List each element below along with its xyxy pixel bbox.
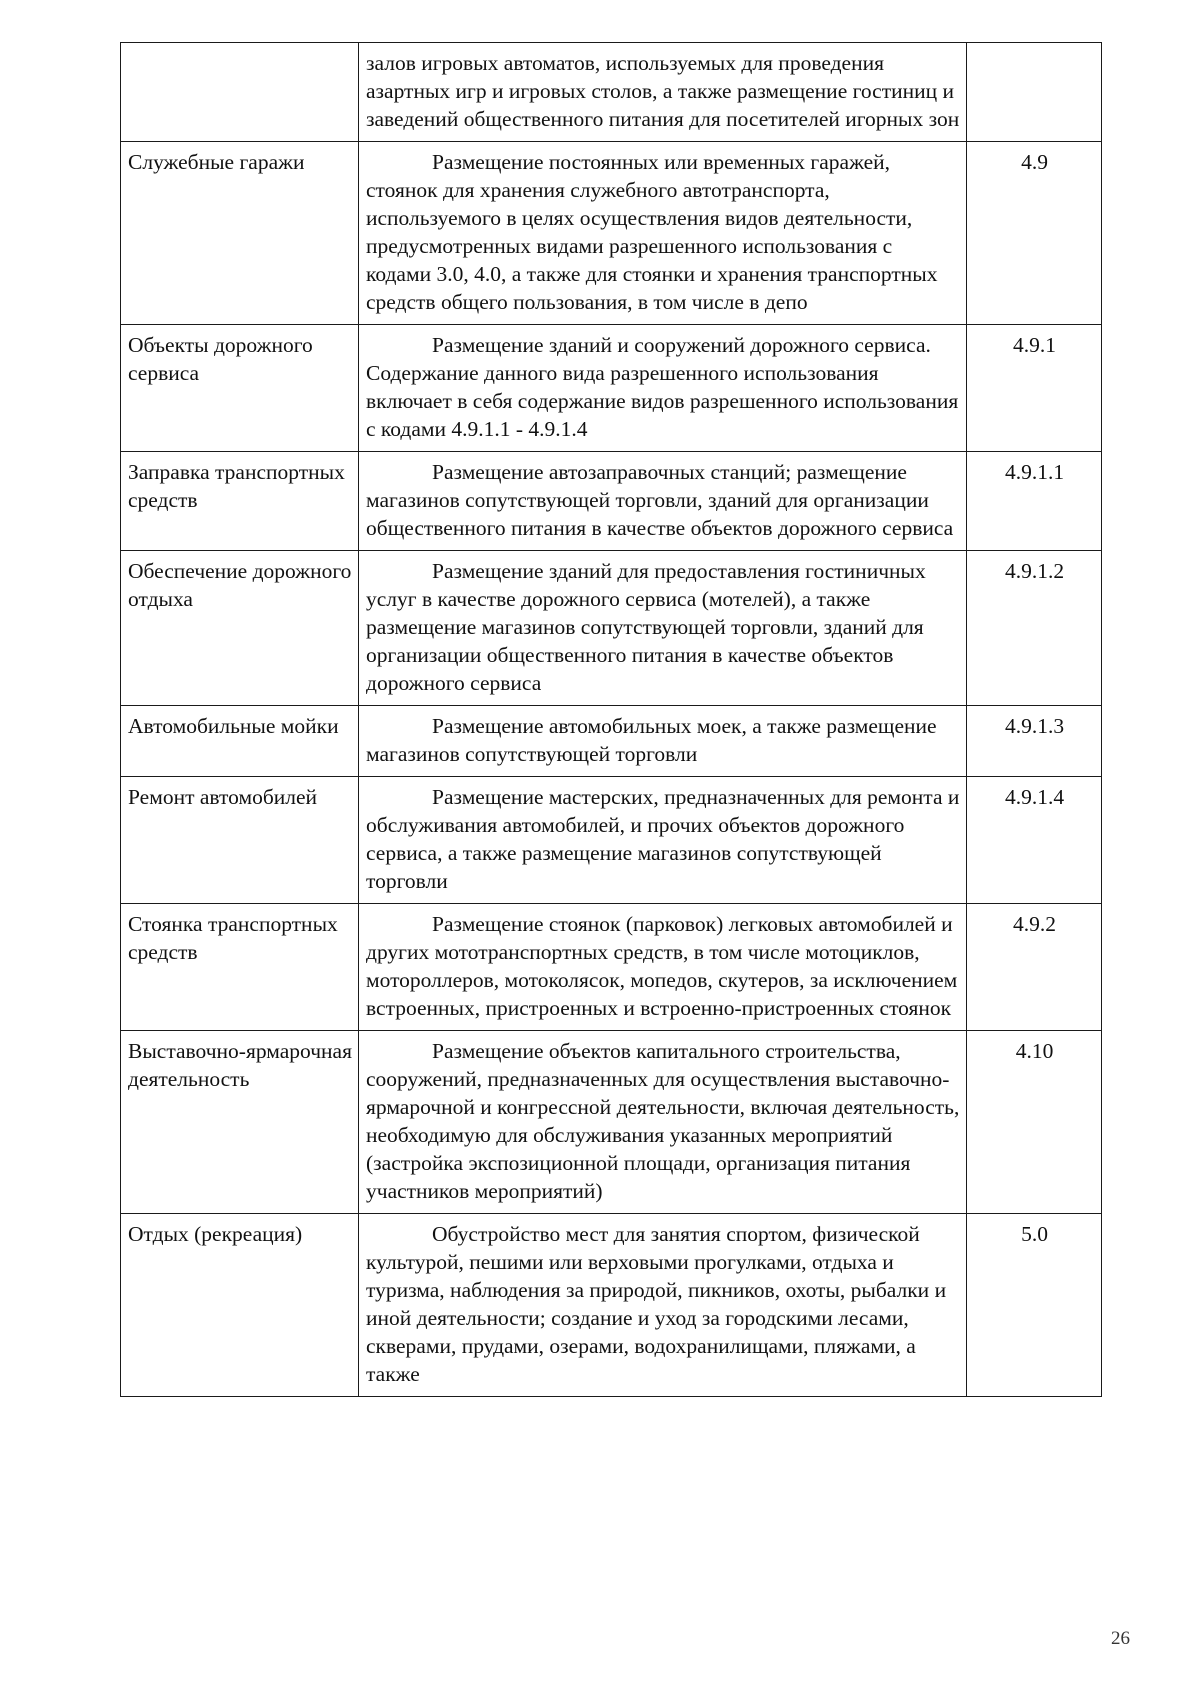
table-row — [121, 452, 1102, 551]
land-use-code-cell: 4.9.1 — [967, 325, 1102, 452]
land-use-description-text: Размещение объектов капитального строительства, сооружений, предназначенных для осуществления выставочно-ярмарочной и конгрессной деятельности, включая деятельность, необходимую для обслуживания указанных мероприятий (застройка экспозиционной площади, организация питания участников мероприятий) — [366, 1039, 960, 1203]
land-use-description-cell — [359, 904, 967, 1031]
table-body — [121, 43, 1102, 1397]
land-use-description-text: залов игровых автоматов, используемых для проведения азартных игр и игровых столов, а также размещение гостиниц и заведений общественного питания для посетителей игорных зон — [366, 51, 960, 131]
land-use-description-cell — [359, 43, 967, 142]
land-use-description-text: Размещение постоянных или временных гаражей, стоянок для хранения служебного автотранспорта, используемого в целях осуществления видов деятельности, предусмотренных видами разрешенного использования с кодами 3.0, 4.0, а также для стоянки и хранения транспортных средств общего пользования, в том числе в депо — [366, 150, 938, 314]
table-row — [121, 325, 1102, 452]
land-use-name-cell: Объекты дорожного сервиса — [121, 325, 359, 452]
land-use-name-cell: Отдых (рекреация) — [121, 1214, 359, 1397]
land-use-name-cell: Обеспечение дорожного отдыха — [121, 551, 359, 706]
table-row — [121, 551, 1102, 706]
land-use-code-cell: 4.10 — [967, 1031, 1102, 1214]
table-row — [121, 706, 1102, 777]
table-row — [121, 904, 1102, 1031]
land-use-code-cell: 5.0 — [967, 1214, 1102, 1397]
land-use-code-cell — [967, 43, 1102, 142]
table-row — [121, 43, 1102, 142]
land-use-name-cell: Стоянка транспортных средств — [121, 904, 359, 1031]
land-use-description-cell — [359, 1031, 967, 1214]
land-use-description-text: Размещение зданий для предоставления гостиничных услуг в качестве дорожного сервиса (мотелей), а также размещение магазинов сопутствующей торговли, зданий для организации общественного питания в качестве объектов дорожного сервиса — [366, 559, 926, 695]
land-use-name-cell: Выставочно-ярмарочная деятельность — [121, 1031, 359, 1214]
land-use-description-text: Размещение автозаправочных станций; размещение магазинов сопутствующей торговли, зданий для организации общественного питания в качестве объектов дорожного сервиса — [366, 460, 954, 540]
page-number: 26 — [1111, 1628, 1130, 1649]
land-use-code-cell: 4.9.1.4 — [967, 777, 1102, 904]
land-use-table — [120, 42, 1102, 1397]
land-use-name-cell: Служебные гаражи — [121, 142, 359, 325]
land-use-name-cell — [121, 43, 359, 142]
land-use-code-cell: 4.9.2 — [967, 904, 1102, 1031]
table-row — [121, 142, 1102, 325]
land-use-description-cell — [359, 551, 967, 706]
land-use-description-text: Размещение автомобильных моек, а также размещение магазинов сопутствующей торговли — [366, 714, 937, 766]
land-use-description-cell — [359, 706, 967, 777]
table-row — [121, 1031, 1102, 1214]
land-use-description-cell — [359, 142, 967, 325]
table-row — [121, 777, 1102, 904]
land-use-code-cell: 4.9.1.1 — [967, 452, 1102, 551]
land-use-description-cell — [359, 452, 967, 551]
land-use-description-cell — [359, 1214, 967, 1397]
land-use-code-cell: 4.9.1.2 — [967, 551, 1102, 706]
land-use-name-cell: Ремонт автомобилей — [121, 777, 359, 904]
land-use-description-text: Размещение зданий и сооружений дорожного сервиса. Содержание данного вида разрешенного использования включает в себя содержание видов разрешенного использования с кодами 4.9.1.1 - 4.9.1.4 — [366, 333, 959, 441]
land-use-description-cell — [359, 325, 967, 452]
land-use-description-text: Размещение стоянок (парковок) легковых автомобилей и других мототранспортных средств, в том числе мотоциклов, мотороллеров, мотоколясок, мопедов, скутеров, за исключением встроенных, пристроенных и встроенно-пристроенных стоянок — [366, 912, 958, 1020]
land-use-name-cell: Автомобильные мойки — [121, 706, 359, 777]
table-row — [121, 1214, 1102, 1397]
land-use-description-cell — [359, 777, 967, 904]
land-use-code-cell: 4.9.1.3 — [967, 706, 1102, 777]
land-use-description-text: Размещение мастерских, предназначенных для ремонта и обслуживания автомобилей, и прочих объектов дорожного сервиса, а также размещение магазинов сопутствующей торговли — [366, 785, 960, 893]
land-use-code-cell: 4.9 — [967, 142, 1102, 325]
land-use-name-cell: Заправка транспортных средств — [121, 452, 359, 551]
land-use-description-text: Обустройство мест для занятия спортом, физической культурой, пешими или верховыми прогулками, отдыха и туризма, наблюдения за природой, пикников, охоты, рыбалки и иной деятельности; создание и уход за городскими лесами, скверами, прудами, озерами, водохранилищами, пляжами, а также — [366, 1222, 947, 1386]
